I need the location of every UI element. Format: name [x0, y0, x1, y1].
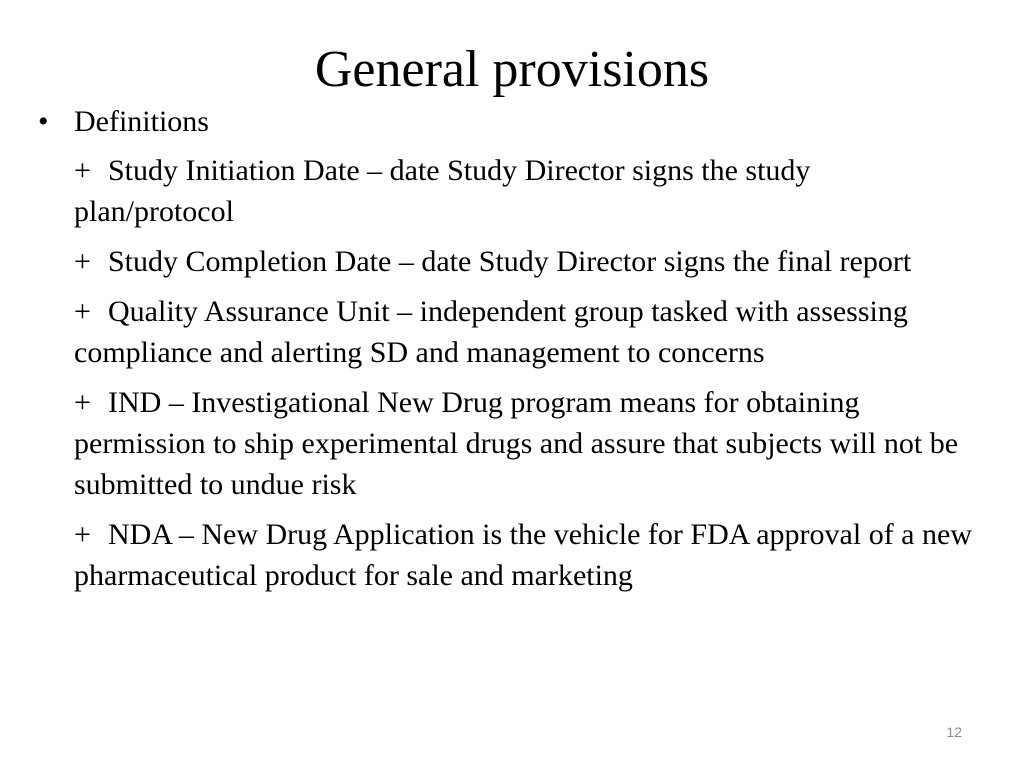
bullet-marker: •: [38, 105, 49, 138]
bullet-definitions: [38, 102, 978, 142]
definition-text: NDA – New Drug Application is the vehicle for FDA approval of a new pharmaceutical product for sale and marketing: [74, 518, 972, 592]
page-number: 12: [946, 724, 962, 740]
plus-marker: +: [74, 245, 91, 278]
bullet-label: Definitions: [74, 105, 209, 138]
definition-text: Study Initiation Date – date Study Director signs the study plan/protocol: [74, 154, 811, 228]
plus-marker: +: [74, 518, 91, 551]
definition-study-completion-date: [74, 241, 974, 282]
plus-marker: +: [74, 295, 91, 328]
definition-quality-assurance-unit: [74, 291, 974, 373]
definition-text: Quality Assurance Unit – independent group tasked with assessing compliance and alerting SD and management to concerns: [74, 295, 908, 369]
slide-title: General provisions: [314, 41, 710, 98]
definition-text: IND – Investigational New Drug program means for obtaining permission to ship experimental drugs and assure that subjects will not be submitted to undue risk: [74, 386, 959, 501]
plus-marker: +: [74, 386, 91, 419]
definition-nda: [74, 514, 974, 596]
definition-study-initiation-date: [74, 150, 974, 232]
plus-marker: +: [74, 154, 91, 187]
definition-ind: [74, 382, 974, 505]
definitions-list: [74, 150, 974, 605]
definition-text: Study Completion Date – date Study Director signs the final report: [108, 245, 912, 278]
